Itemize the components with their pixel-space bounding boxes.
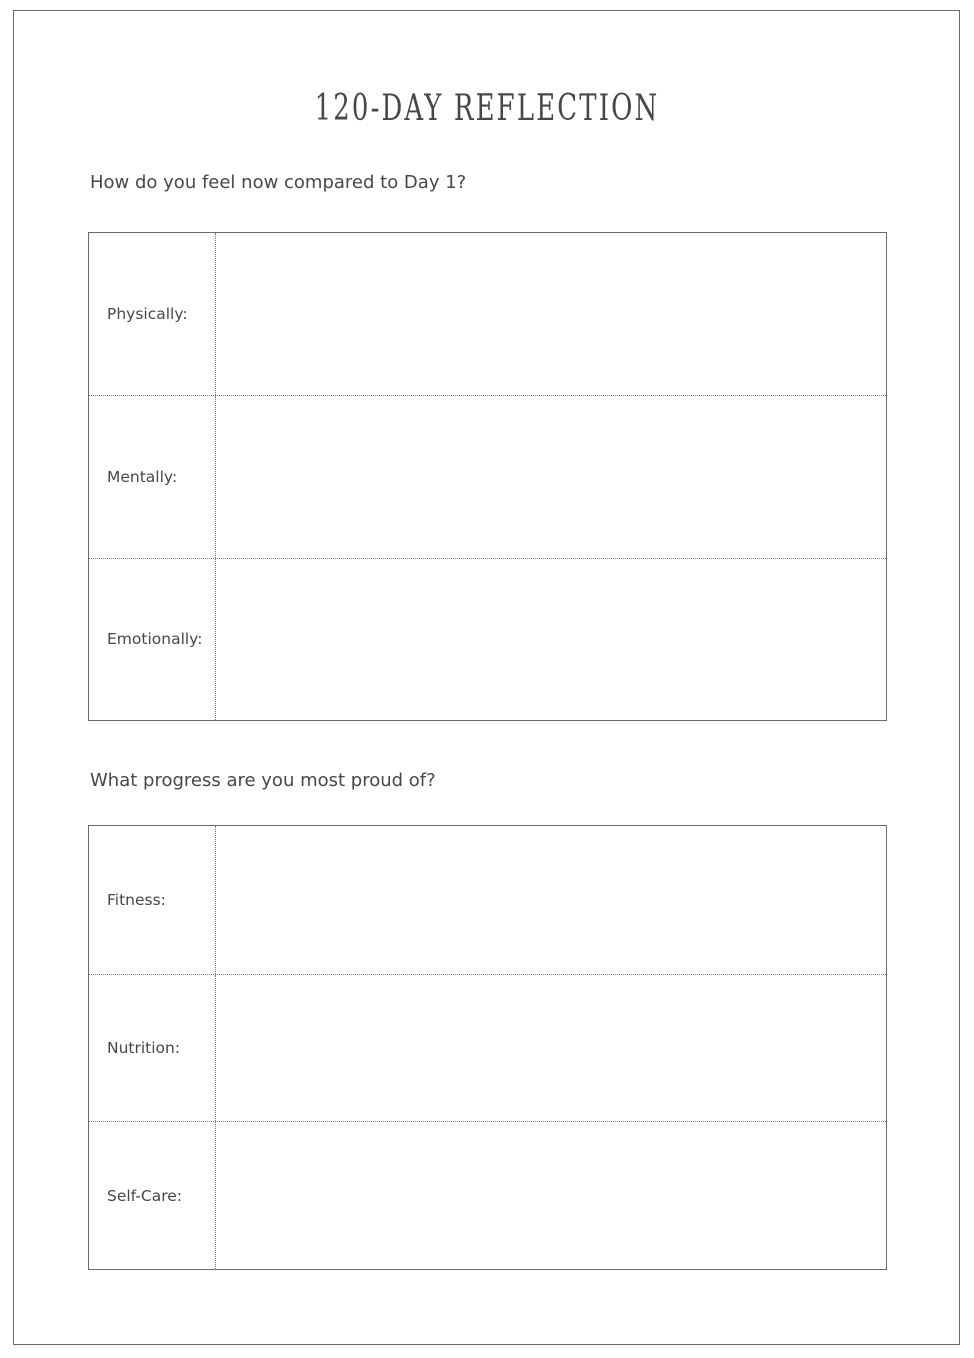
row-label-nutrition: Nutrition: — [89, 975, 216, 1122]
row-label-self-care: Self-Care: — [89, 1122, 216, 1269]
row-label-mentally: Mentally: — [89, 396, 216, 557]
self-care-write-area[interactable] — [216, 1122, 886, 1269]
row-label-physically: Physically: — [89, 233, 216, 395]
question-proud-progress: What progress are you most proud of? — [90, 770, 436, 791]
table-row-self-care — [89, 1121, 886, 1269]
table-row-physically — [89, 233, 886, 395]
nutrition-write-area[interactable] — [216, 975, 886, 1122]
table-row-nutrition — [89, 974, 886, 1122]
progress-table — [88, 825, 887, 1270]
table-row-emotionally — [89, 558, 886, 720]
fitness-write-area[interactable] — [216, 826, 886, 974]
emotionally-write-area[interactable] — [216, 559, 886, 720]
table-row-mentally — [89, 395, 886, 557]
row-label-fitness: Fitness: — [89, 826, 216, 974]
table-row-fitness — [89, 826, 886, 974]
question-feel-now: How do you feel now compared to Day 1? — [90, 172, 467, 193]
mentally-write-area[interactable] — [216, 396, 886, 557]
row-label-emotionally: Emotionally: — [89, 559, 216, 720]
physically-write-area[interactable] — [216, 233, 886, 395]
page-title: 120-DAY REFLECTION — [314, 88, 660, 129]
feelings-table — [88, 232, 887, 721]
